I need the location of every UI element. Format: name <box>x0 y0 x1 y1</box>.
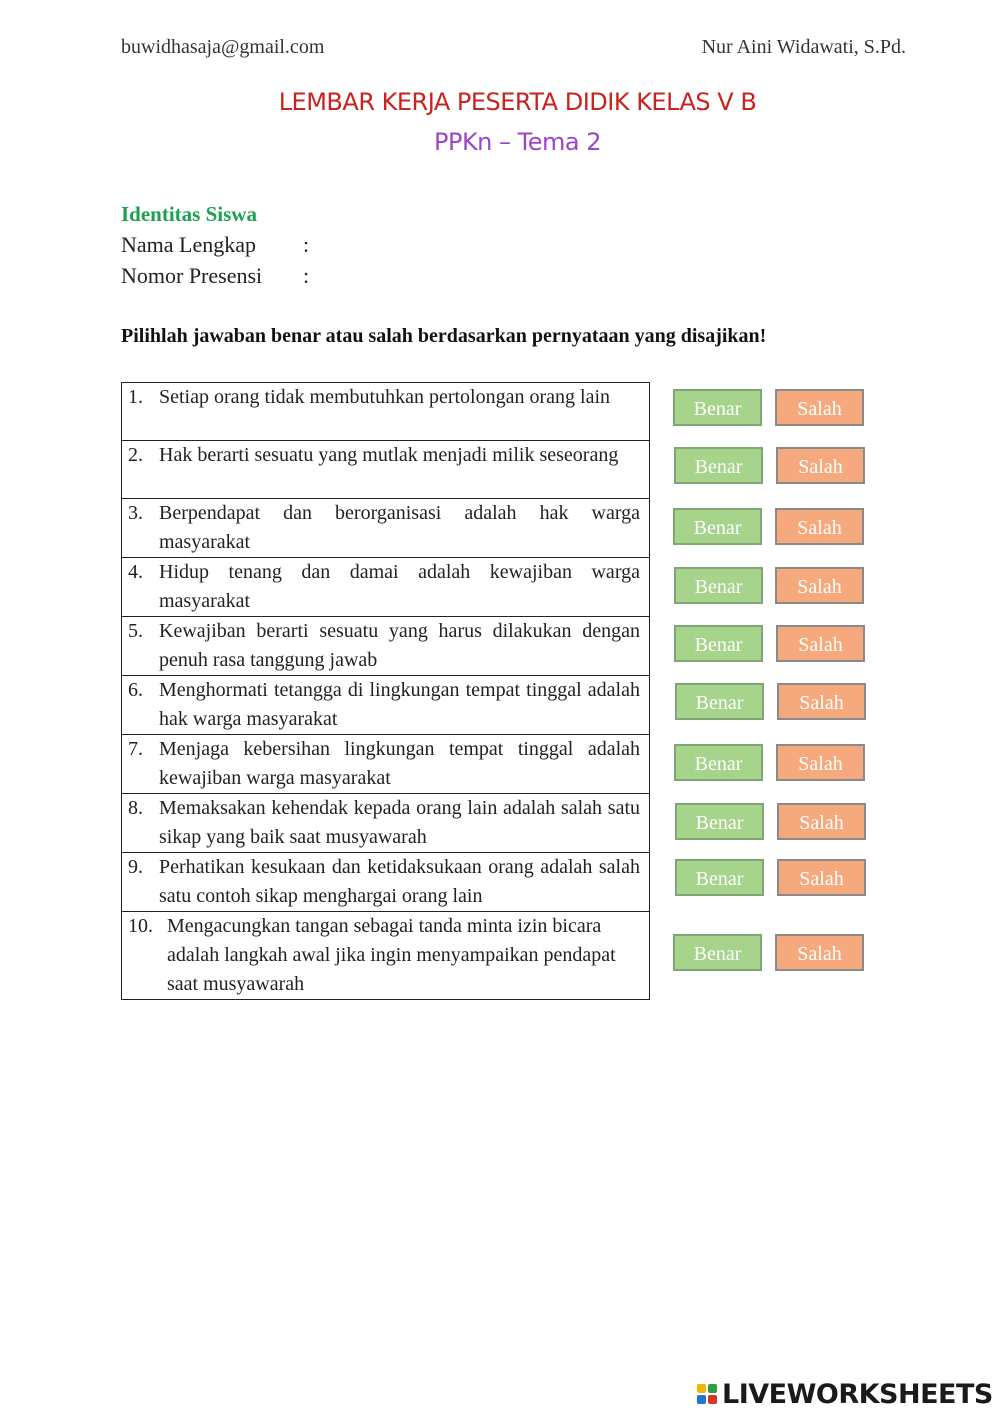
liveworksheets-brand <box>697 1377 993 1411</box>
salah-button-9[interactable]: Salah <box>777 859 866 896</box>
name-label: Nama Lengkap <box>121 232 256 257</box>
salah-button-7[interactable]: Salah <box>776 744 865 781</box>
question-text: Hidup tenang dan damai adalah kewajiban warga masyarakat <box>159 561 640 612</box>
question-row <box>122 912 650 1000</box>
instruction-text: Pilihlah jawaban benar atau salah berdasarkan pernyataan yang disajikan! <box>121 325 767 347</box>
salah-button-2[interactable]: Salah <box>776 447 865 484</box>
question-row <box>122 676 650 735</box>
worksheet-title: LEMBAR KERJA PESERTA DIDIK KELAS V B <box>278 88 757 116</box>
logo-tile-l-icon <box>697 1384 706 1393</box>
question-text: Menghormati tetangga di lingkungan tempat tinggal adalah hak warga masyarakat <box>159 679 640 730</box>
benar-button-8[interactable]: Benar <box>675 803 764 840</box>
benar-button-7[interactable]: Benar <box>674 744 763 781</box>
salah-button-10[interactable]: Salah <box>775 934 864 971</box>
question-text: Berpendapat dan berorganisasi adalah hak warga masyarakat <box>159 502 640 553</box>
question-row <box>122 853 650 912</box>
author-name: Nur Aini Widawati, S.Pd. <box>701 36 906 58</box>
presence-label: Nomor Presensi <box>121 263 263 288</box>
name-separator: : <box>303 232 310 257</box>
benar-button-9[interactable]: Benar <box>675 859 764 896</box>
question-row <box>122 441 650 499</box>
salah-button-5[interactable]: Salah <box>776 625 865 662</box>
salah-button-1[interactable]: Salah <box>775 389 864 426</box>
worksheet-subtitle: PPKn – Tema 2 <box>434 128 601 156</box>
question-number: 9. <box>128 856 143 878</box>
benar-button-3[interactable]: Benar <box>673 508 762 545</box>
question-text: Memaksakan kehendak kepada orang lain adalah salah satu sikap yang baik saat musyawarah <box>159 797 640 848</box>
salah-button-8[interactable]: Salah <box>777 803 866 840</box>
question-number: 8. <box>128 797 143 819</box>
benar-button-4[interactable]: Benar <box>674 567 763 604</box>
question-text: Menjaga kebersihan lingkungan tempat tinggal adalah kewajiban warga masyarakat <box>159 738 640 789</box>
question-row <box>122 499 650 558</box>
question-number: 4. <box>128 561 143 583</box>
question-number: 3. <box>128 502 143 524</box>
question-row <box>122 794 650 853</box>
question-number: 2. <box>128 444 143 466</box>
logo-tile-e-icon <box>708 1395 717 1404</box>
questions-table <box>121 382 650 1000</box>
benar-button-6[interactable]: Benar <box>675 683 764 720</box>
identity-heading: Identitas Siswa <box>121 202 257 226</box>
salah-button-3[interactable]: Salah <box>775 508 864 545</box>
question-number: 6. <box>128 679 143 701</box>
salah-button-6[interactable]: Salah <box>777 683 866 720</box>
logo-tile-v-icon <box>697 1395 706 1404</box>
benar-button-2[interactable]: Benar <box>674 447 763 484</box>
question-number: 10. <box>128 915 153 937</box>
presence-separator: : <box>303 263 310 288</box>
question-row <box>122 558 650 617</box>
identity-presence-row <box>121 263 309 289</box>
question-number: 7. <box>128 738 143 760</box>
question-text: Setiap orang tidak membutuhkan pertolongan orang lain <box>159 386 610 408</box>
logo-tile-i-icon <box>708 1384 717 1393</box>
question-row <box>122 383 650 441</box>
question-row <box>122 735 650 794</box>
author-email: buwidhasaja@gmail.com <box>121 36 325 58</box>
liveworksheets-logo-icon <box>697 1384 717 1404</box>
salah-button-4[interactable]: Salah <box>775 567 864 604</box>
brand-text: LIVEWORKSHEETS <box>722 1378 993 1410</box>
benar-button-5[interactable]: Benar <box>674 625 763 662</box>
question-number: 5. <box>128 620 143 642</box>
question-text: Perhatikan kesukaan dan ketidaksukaan orang adalah salah satu contoh sikap menghargai orang lain <box>159 856 640 907</box>
identity-name-row <box>121 232 309 258</box>
question-text: Hak berarti sesuatu yang mutlak menjadi milik seseorang <box>159 444 619 466</box>
benar-button-10[interactable]: Benar <box>673 934 762 971</box>
question-text: Mengacungkan tangan sebagai tanda minta izin bicara adalah langkah awal jika ingin menyampaikan pendapat saat musyawarah <box>167 915 616 995</box>
question-text: Kewajiban berarti sesuatu yang harus dilakukan dengan penuh rasa tanggung jawab <box>159 620 640 671</box>
question-number: 1. <box>128 386 143 408</box>
benar-button-1[interactable]: Benar <box>673 389 762 426</box>
question-row <box>122 617 650 676</box>
